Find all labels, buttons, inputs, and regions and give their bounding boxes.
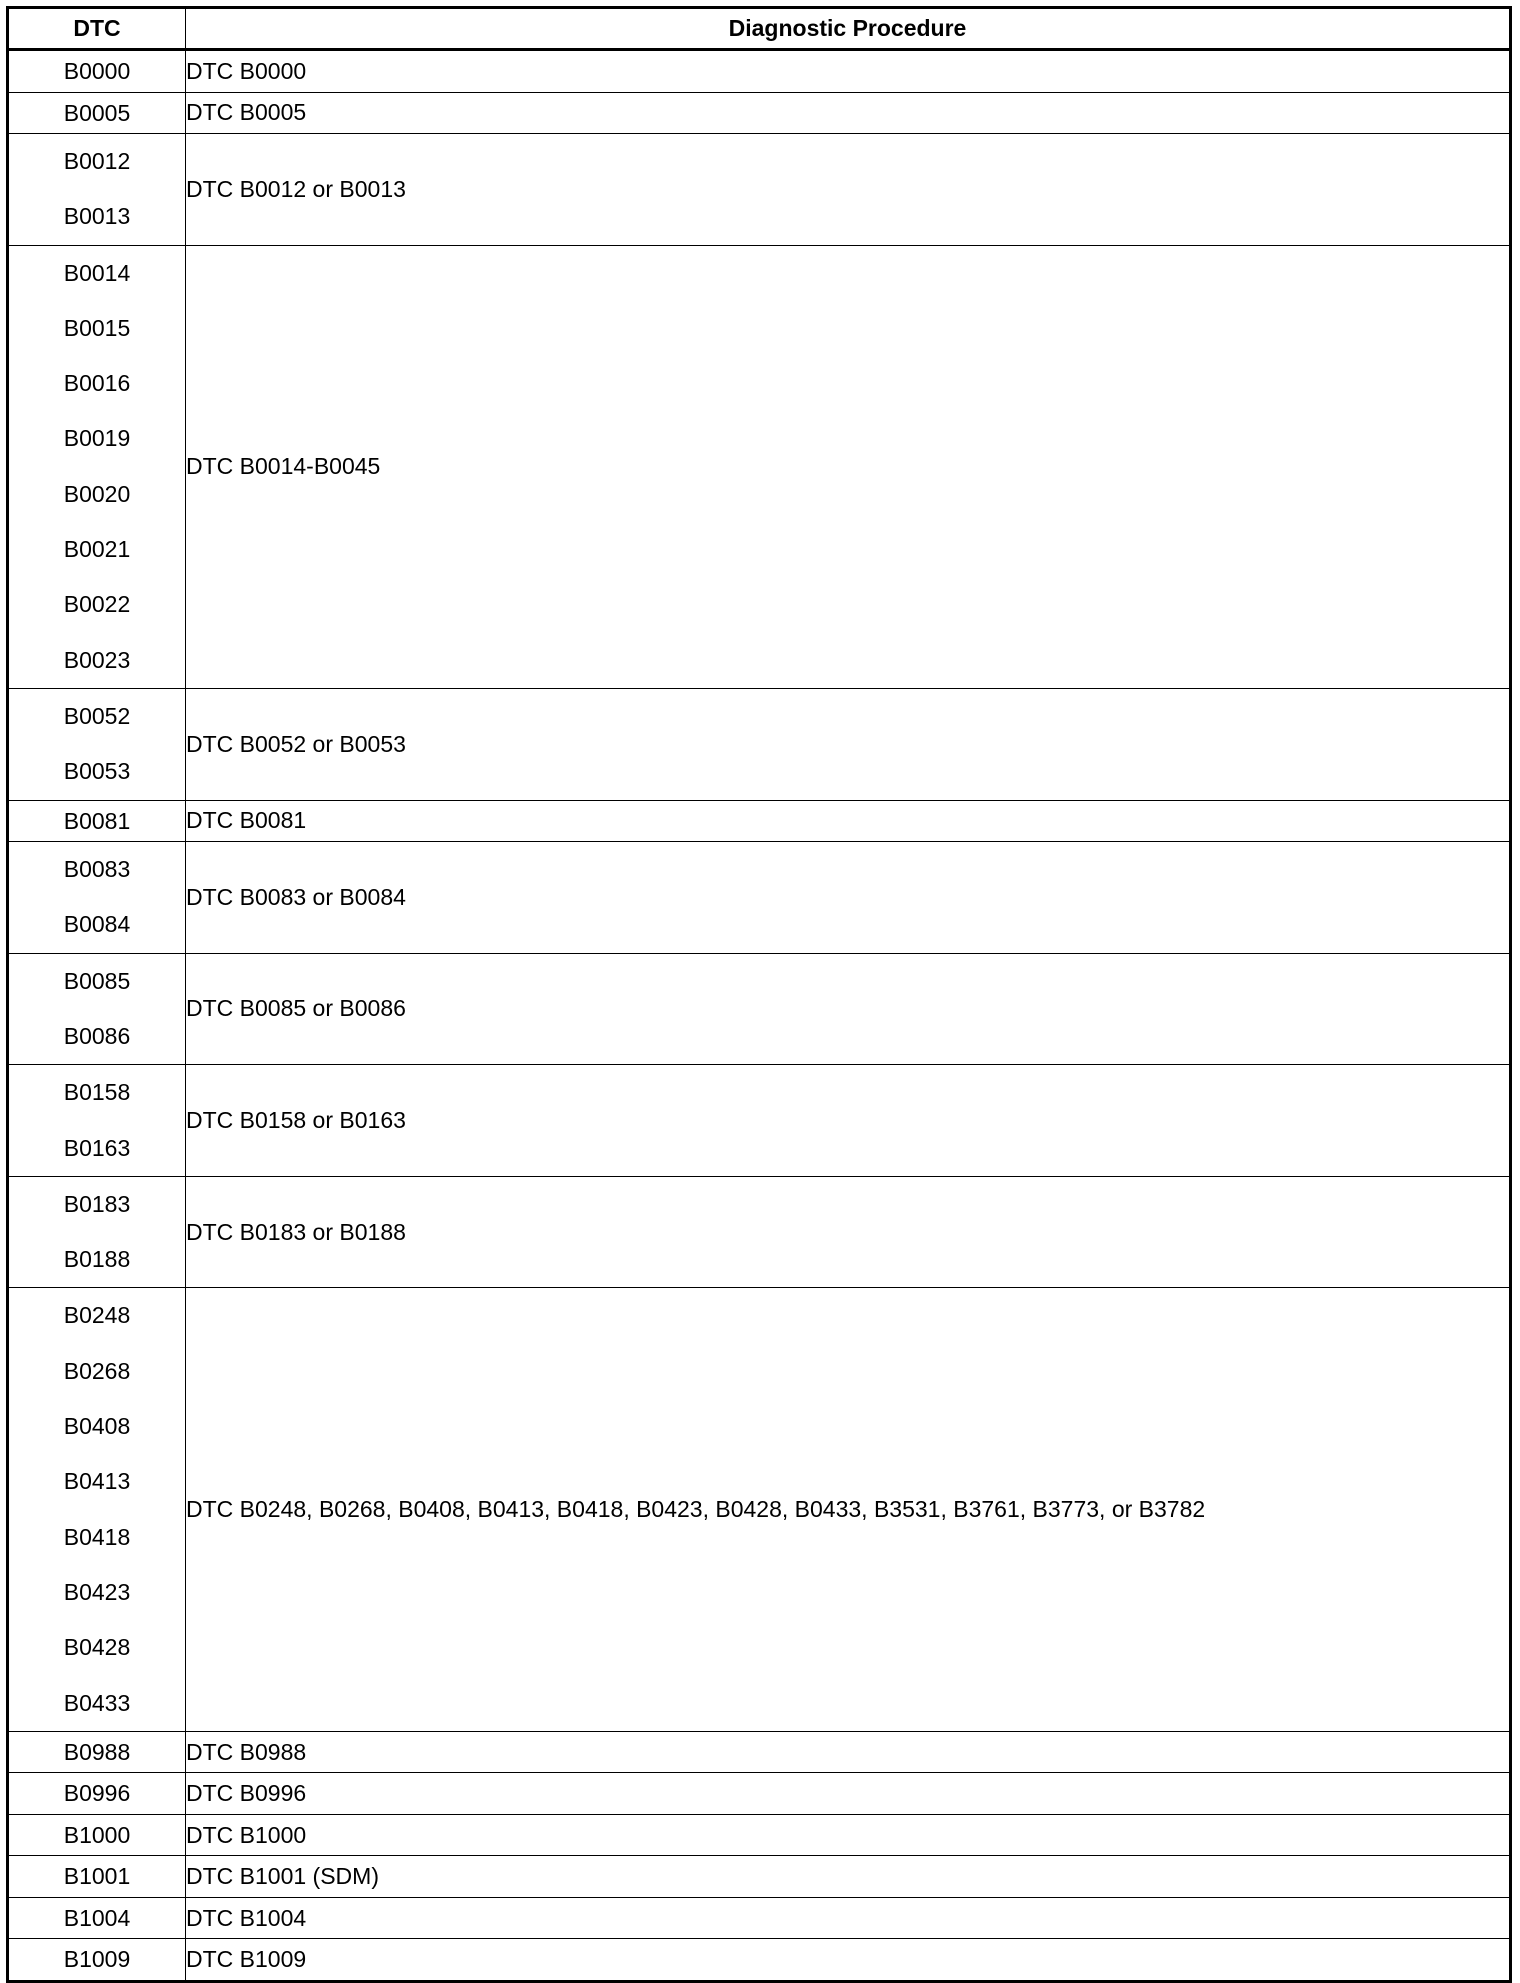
diagnostic-procedure-cell: DTC B0996 [186, 1773, 1511, 1815]
table-row [8, 1065, 1511, 1177]
table-row [8, 1288, 1511, 1731]
dtc-code: B0016 [63, 370, 131, 397]
dtc-code-cell [8, 1065, 186, 1177]
diagnostic-procedure-cell: DTC B0158 or B0163 [186, 1065, 1511, 1177]
dtc-code: B0418 [63, 1523, 131, 1550]
dtc-code: B0020 [63, 480, 131, 507]
diagnostic-procedure-cell: DTC B0014-B0045 [186, 245, 1511, 688]
dtc-code: B0428 [63, 1634, 131, 1661]
dtc-code-cell [8, 688, 186, 800]
table-row [8, 1773, 1511, 1815]
table-row [8, 1856, 1511, 1898]
dtc-code: B0053 [63, 758, 131, 785]
dtc-code-cell [8, 134, 186, 246]
table-row [8, 688, 1511, 800]
dtc-code: B0988 [63, 1738, 131, 1765]
dtc-code-cell [8, 92, 186, 134]
diagnostic-procedure-cell: DTC B0248, B0268, B0408, B0413, B0418, B0423, B0428, B0433, B3531, B3761, B3773, or B3782 [186, 1288, 1511, 1731]
diagnostic-procedure-cell: DTC B0183 or B0188 [186, 1176, 1511, 1288]
diagnostic-procedure-cell: DTC B0085 or B0086 [186, 953, 1511, 1065]
diagnostic-procedure-cell: DTC B1000 [186, 1814, 1511, 1856]
dtc-code: B0083 [63, 856, 131, 883]
dtc-code: B0019 [63, 425, 131, 452]
dtc-code: B0085 [63, 967, 131, 994]
table-body [8, 50, 1511, 1982]
table-row [8, 953, 1511, 1065]
table-row [8, 134, 1511, 246]
dtc-code: B0084 [63, 911, 131, 938]
dtc-code-cell [8, 1773, 186, 1815]
table-row [8, 1731, 1511, 1773]
dtc-code: B0052 [63, 702, 131, 729]
diagnostic-procedure-cell: DTC B1004 [186, 1897, 1511, 1939]
dtc-code: B0268 [63, 1357, 131, 1384]
dtc-code-cell [8, 1731, 186, 1773]
dtc-code: B0248 [63, 1302, 131, 1329]
dtc-code: B0163 [63, 1134, 131, 1161]
dtc-code-cell [8, 953, 186, 1065]
diagnostic-procedure-cell: DTC B0012 or B0013 [186, 134, 1511, 246]
dtc-code-cell [8, 842, 186, 954]
table-header-row [8, 8, 1511, 50]
dtc-code: B0183 [63, 1190, 131, 1217]
dtc-code: B0413 [63, 1468, 131, 1495]
dtc-code: B0013 [63, 203, 131, 230]
column-header-dtc: DTC [8, 8, 186, 50]
table-row [8, 1814, 1511, 1856]
diagnostic-procedure-cell: DTC B0000 [186, 50, 1511, 93]
diagnostic-procedure-cell: DTC B1001 (SDM) [186, 1856, 1511, 1898]
dtc-code-cell [8, 1288, 186, 1731]
dtc-code-cell [8, 1939, 186, 1982]
table-row [8, 92, 1511, 134]
dtc-code: B1009 [63, 1946, 131, 1973]
dtc-code-cell [8, 1176, 186, 1288]
dtc-code: B1001 [63, 1863, 131, 1890]
diagnostic-procedure-cell: DTC B0988 [186, 1731, 1511, 1773]
table-row [8, 1897, 1511, 1939]
dtc-code: B1000 [63, 1821, 131, 1848]
diagnostic-procedure-cell: DTC B0052 or B0053 [186, 688, 1511, 800]
dtc-code: B0023 [63, 646, 131, 673]
dtc-code: B0081 [63, 807, 131, 834]
diagnostic-procedure-cell: DTC B0083 or B0084 [186, 842, 1511, 954]
dtc-code-cell [8, 1814, 186, 1856]
diagnostic-procedure-cell: DTC B1009 [186, 1939, 1511, 1982]
dtc-code: B0015 [63, 314, 131, 341]
table-row [8, 842, 1511, 954]
dtc-code: B0086 [63, 1022, 131, 1049]
table-row [8, 800, 1511, 842]
dtc-code: B1004 [63, 1904, 131, 1931]
dtc-code: B0005 [63, 99, 131, 126]
dtc-code-cell [8, 1856, 186, 1898]
dtc-code-cell [8, 245, 186, 688]
table-row [8, 245, 1511, 688]
dtc-code: B0012 [63, 148, 131, 174]
dtc-code-cell [8, 1897, 186, 1939]
diagnostic-procedure-cell: DTC B0005 [186, 92, 1511, 134]
table-row [8, 50, 1511, 93]
dtc-code: B0158 [63, 1079, 131, 1106]
dtc-code-cell [8, 800, 186, 842]
table-row [8, 1939, 1511, 1982]
dtc-code: B0408 [63, 1413, 131, 1440]
dtc-code: B0014 [63, 259, 131, 286]
dtc-code: B0022 [63, 591, 131, 618]
dtc-code: B0188 [63, 1246, 131, 1273]
dtc-code-cell [8, 50, 186, 93]
table-row [8, 1176, 1511, 1288]
dtc-code: B0000 [63, 58, 131, 84]
dtc-code: B0996 [63, 1780, 131, 1807]
diagnostic-procedure-cell: DTC B0081 [186, 800, 1511, 842]
column-header-procedure: Diagnostic Procedure [186, 8, 1511, 50]
dtc-code: B0433 [63, 1689, 131, 1716]
dtc-code: B0021 [63, 536, 131, 563]
dtc-code: B0423 [63, 1578, 131, 1605]
dtc-table [6, 6, 1512, 1983]
